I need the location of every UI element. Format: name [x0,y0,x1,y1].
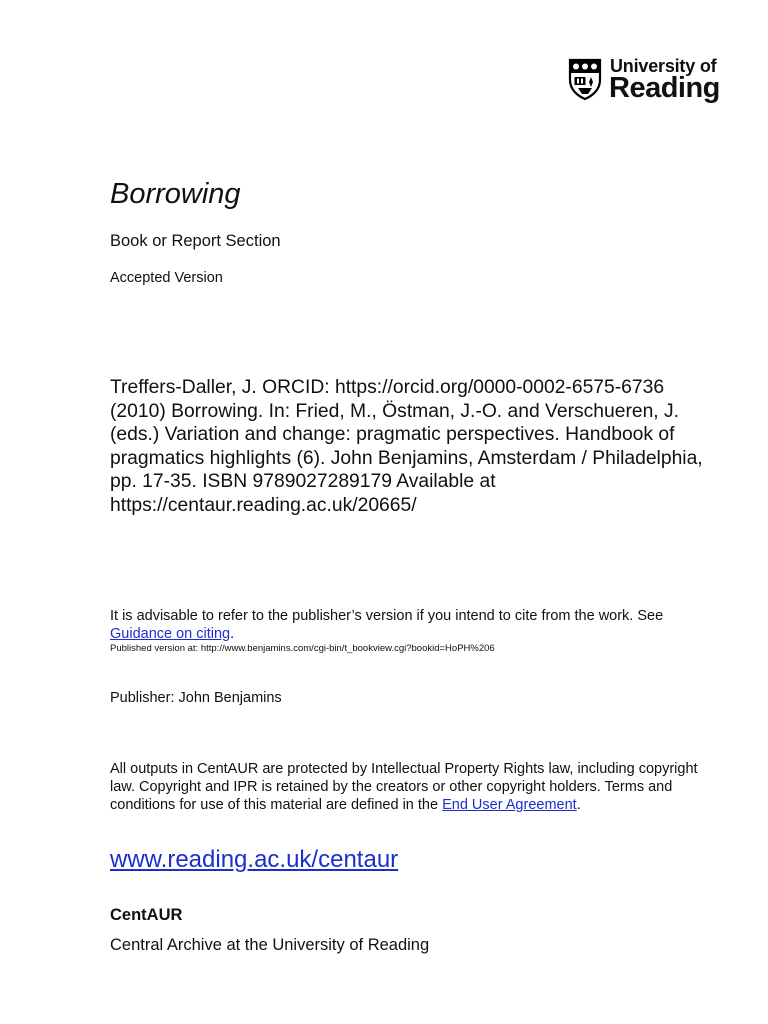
advice-text: It is advisable to refer to the publisher’s version if you intend to cite from the work. See [110,608,664,624]
document-title: Borrowing [110,178,241,210]
document-version: Accepted Version [110,270,223,286]
university-crest-icon [568,58,602,100]
end-user-agreement-link[interactable]: End User Agreement [442,797,577,813]
centaur-description: Central Archive at the University of Reading [110,936,430,954]
guidance-on-citing-link[interactable]: Guidance on citing [110,626,231,642]
centaur-name: CentAUR [110,906,183,924]
rights-end: . [576,797,581,813]
university-name-line2: Reading [609,72,720,104]
document-type: Book or Report Section [110,232,281,250]
citation-advice [110,607,710,643]
citation: Treffers-Daller, J. ORCID: https://orcid.org/0000-0002-6575-6736 (2010) Borrowing. In: Fried, M., Östman, J.-O. and Verschueren, J. (eds.) Variation and change: pragmatic perspectives. Handbook of pragmatics highlights (6). John Benjamins, Amsterdam / Philadelphia, pp. 17-35. ISBN 9789027289179 Available at https://centaur.reading.ac.uk/20665/ [110,377,703,516]
university-logo [566,56,726,106]
advice-end: . [230,626,235,642]
publisher: Publisher: John Benjamins [110,690,282,706]
university-name-line1: University of [610,56,717,76]
rights-text: All outputs in CentAUR are protected by Intellectual Property Rights law, including copyright law. Copyright and IPR is retained by the creators or other copyright holders. Terms and conditions for use of this material are defined in the [110,761,698,813]
centaur-url-link[interactable]: www.reading.ac.uk/centaur [110,846,399,873]
published-version: Published version at: http://www.benjamins.com/cgi-bin/t_bookview.cgi?bookid=HoPH%206 [110,643,495,654]
rights-statement [110,760,700,814]
